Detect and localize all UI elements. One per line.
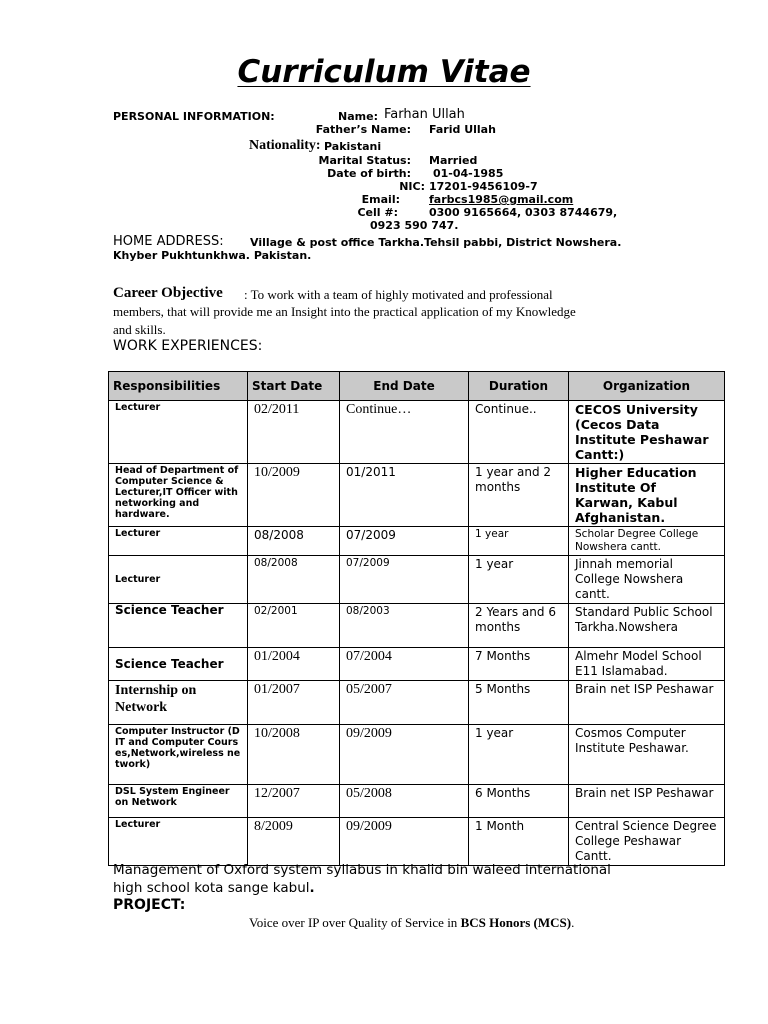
- marital-label: Marital Status:: [318, 154, 411, 167]
- table-row: [109, 681, 725, 725]
- career-objective-line2: members, that will provide me an Insight into the practical application of my Knowledge: [113, 304, 576, 319]
- cell-organization: Scholar Degree College Nowshera cantt.: [569, 527, 725, 556]
- cell-value-2: 0923 590 747.: [370, 219, 459, 232]
- cell-organization: Central Science Degree College Peshawar Cantt.: [569, 818, 725, 866]
- cell-organization: Brain net ISP Peshawar: [569, 785, 725, 818]
- cell-value-1: 0300 9165664, 0303 8744679,: [429, 206, 618, 219]
- nationality-label: Nationality:: [249, 138, 321, 153]
- name-label: Name:: [338, 110, 378, 123]
- table-header-row: [109, 372, 725, 401]
- cell-label: Cell #:: [357, 206, 398, 219]
- table-row: [109, 818, 725, 866]
- cell-responsibility: Internship on Network: [109, 681, 248, 725]
- cell-end-date: 05/2007: [340, 681, 469, 725]
- cell-organization: Higher Education Institute Of Karwan, Kabul Afghanistan.: [569, 464, 725, 527]
- career-objective-label: Career Objective: [113, 285, 223, 301]
- home-address-line1: Village & post office Tarkha.Tehsil pabbi, District Nowshera.: [250, 236, 622, 249]
- cell-organization: Brain net ISP Peshawar: [569, 681, 725, 725]
- cell-organization: Almehr Model School E11 Islamabad.: [569, 648, 725, 681]
- table-row: [109, 464, 725, 527]
- cell-duration: 6 Months: [469, 785, 569, 818]
- project-text: Voice over IP over Quality of Service in: [249, 915, 461, 930]
- cell-start-date: 01/2004: [248, 648, 340, 681]
- table-row: [109, 785, 725, 818]
- dob-label: Date of birth:: [327, 167, 411, 180]
- personal-info-heading: PERSONAL INFORMATION:: [113, 110, 275, 123]
- cell-responsibility: Lecturer: [109, 556, 248, 604]
- cell-duration: 1 year: [469, 556, 569, 604]
- col-header-organization: Organization: [569, 372, 725, 401]
- management-line2-end: .: [309, 880, 315, 896]
- cell-end-date: 05/2008: [340, 785, 469, 818]
- cell-end-date: 07/2009: [340, 527, 469, 556]
- father-value: Farid Ullah: [429, 123, 496, 136]
- cell-responsibility: Head of Department of Computer Science & Lecturer,IT Officer with networking and hardware.: [109, 464, 248, 527]
- cell-responsibility: Science Teacher: [109, 648, 248, 681]
- cell-responsibility: DSL System Engineer on Network: [109, 785, 248, 818]
- email-link[interactable]: farbcs1985@gmail.com: [429, 193, 574, 206]
- work-experiences-heading: WORK EXPERIENCES:: [113, 338, 263, 354]
- col-header-end-date: End Date: [340, 372, 469, 401]
- cell-end-date: 08/2003: [340, 604, 469, 648]
- cell-end-date: 09/2009: [340, 725, 469, 785]
- cell-responsibility: Lecturer: [109, 527, 248, 556]
- cell-duration: 2 Years and 6 months: [469, 604, 569, 648]
- cell-responsibility: Computer Instructor (DIT and Computer Courses,Network,wireless network): [109, 725, 248, 785]
- cell-end-date: 09/2009: [340, 818, 469, 866]
- cell-duration: 1 Month: [469, 818, 569, 866]
- col-header-start-date: Start Date: [248, 372, 340, 401]
- nationality-value: Pakistani: [324, 140, 382, 153]
- nic-label: NIC:: [399, 180, 425, 193]
- page-title: Curriculum Vitae: [237, 54, 531, 90]
- nic-value: 17201-9456109-7: [429, 180, 538, 193]
- cell-duration: 1 year: [469, 725, 569, 785]
- management-line2-text: high school kota sange kabul: [113, 880, 310, 896]
- cell-duration: 5 Months: [469, 681, 569, 725]
- cell-organization: Standard Public School Tarkha.Nowshera: [569, 604, 725, 648]
- cell-start-date: 12/2007: [248, 785, 340, 818]
- cell-start-date: 10/2008: [248, 725, 340, 785]
- cell-organization: Jinnah memorial College Nowshera cantt.: [569, 556, 725, 604]
- project-description: [249, 915, 574, 931]
- cell-end-date: 01/2011: [340, 464, 469, 527]
- email-label: Email:: [361, 193, 400, 206]
- cell-end-date: 07/2004: [340, 648, 469, 681]
- cell-responsibility: Lecturer: [109, 818, 248, 866]
- cell-start-date: 02/2001: [248, 604, 340, 648]
- management-line2: [113, 880, 315, 896]
- cell-end-date: Continue…: [340, 401, 469, 464]
- table-row: [109, 648, 725, 681]
- table-row: [109, 401, 725, 464]
- career-objective-line3: and skills.: [113, 322, 166, 337]
- father-label: Father’s Name:: [315, 123, 411, 136]
- col-header-responsibilities: Responsibilities: [109, 372, 248, 401]
- cell-duration: Continue..: [469, 401, 569, 464]
- project-heading: PROJECT:: [113, 897, 186, 913]
- cell-duration: 1 year: [469, 527, 569, 556]
- cell-start-date: 08/2008: [248, 556, 340, 604]
- cell-responsibility: Science Teacher: [109, 604, 248, 648]
- table-row: [109, 604, 725, 648]
- career-objective-line1: : To work with a team of highly motivated and professional: [244, 287, 553, 302]
- cell-duration: 1 year and 2 months: [469, 464, 569, 527]
- cell-start-date: 8/2009: [248, 818, 340, 866]
- cell-start-date: 08/2008: [248, 527, 340, 556]
- project-end: .: [571, 915, 575, 930]
- cell-start-date: 10/2009: [248, 464, 340, 527]
- col-header-duration: Duration: [469, 372, 569, 401]
- work-experience-table: [108, 371, 725, 866]
- cell-start-date: 02/2011: [248, 401, 340, 464]
- cell-start-date: 01/2007: [248, 681, 340, 725]
- home-address-label: HOME ADDRESS:: [113, 234, 224, 249]
- cell-duration: 7 Months: [469, 648, 569, 681]
- table-row: [109, 556, 725, 604]
- table-row: [109, 725, 725, 785]
- cell-end-date: 07/2009: [340, 556, 469, 604]
- home-address-line2: Khyber Pukhtunkhwa. Pakistan.: [113, 249, 312, 262]
- management-line1: Management of Oxford system syllabus in khalid bin waleed international: [113, 862, 611, 878]
- cell-responsibility: Lecturer: [109, 401, 248, 464]
- dob-value: 01-04-1985: [433, 167, 504, 180]
- cell-organization: CECOS University (Cecos Data Institute Peshawar Cantt:): [569, 401, 725, 464]
- table-row: [109, 527, 725, 556]
- cell-organization: Cosmos Computer Institute Peshawar.: [569, 725, 725, 785]
- name-value: Farhan Ullah: [384, 107, 465, 122]
- project-degree: BCS Honors (MCS): [460, 915, 572, 930]
- marital-value: Married: [429, 154, 478, 167]
